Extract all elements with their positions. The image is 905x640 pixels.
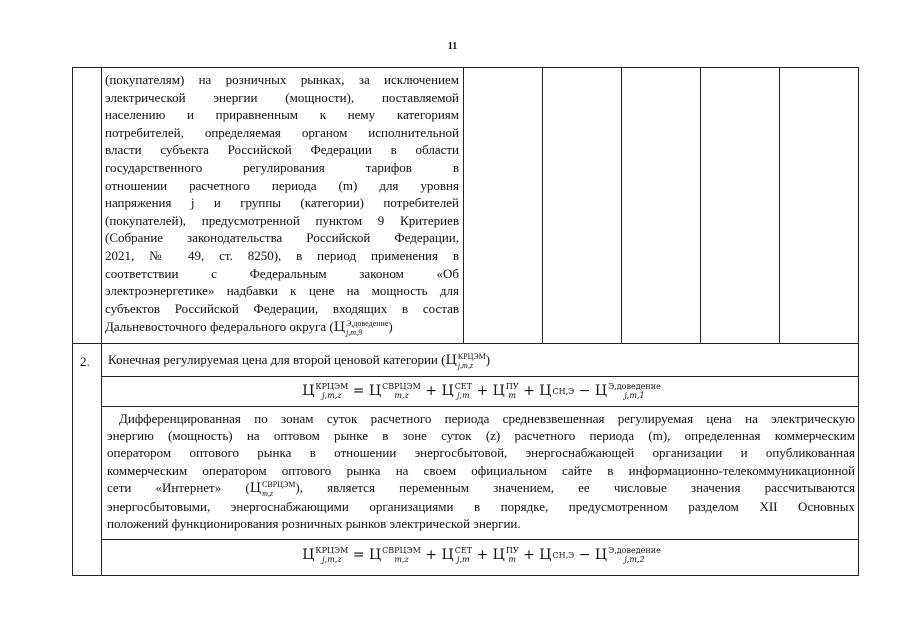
column-divider-5 [779, 67, 780, 343]
term-scripts [506, 546, 519, 564]
formula-1 [105, 382, 858, 400]
term-base: Ц [594, 547, 608, 563]
definition-paragraph [107, 410, 855, 532]
symbol-sub: m,z [262, 488, 273, 498]
formula-op: = [352, 383, 365, 399]
text-line: положений функционирования розничных рынков электрической энергии. [107, 516, 521, 532]
text-line: оператором оптового рынка в отношении энергосбытовой, энергоснабжающей организации и опубликованная [107, 445, 855, 461]
formula-op: + [476, 547, 489, 563]
term-base: Ц [368, 547, 382, 563]
column-divider-1 [463, 67, 464, 343]
term-sub: m [508, 555, 517, 564]
term-scripts [506, 382, 519, 400]
term-base: Ц [368, 383, 382, 399]
formula-op: + [425, 547, 438, 563]
text-line: населению и приравненным к нему категориям [105, 107, 459, 123]
text-line: (Собрание законодательства Российской Федерации, [105, 230, 459, 246]
text-line: электрической энергии (мощности), поставляемой [105, 89, 459, 105]
text-line: соответствии с Федеральным законом «Об [105, 265, 459, 281]
column-divider-2 [542, 67, 543, 343]
term-scripts [608, 546, 661, 564]
term-sup: СЕТ [454, 546, 472, 555]
term-sub: m [508, 391, 517, 400]
formula-lhs-scripts [315, 546, 348, 564]
text-line: государственного регулирования тарифов в [105, 159, 459, 175]
text-line: коммерческим оператором оптового рынка на своем официальном сайте в информационно-телекоммуникационной [107, 462, 855, 478]
text-line: отношении расчетного периода (m) для уровня [105, 177, 459, 193]
symbol-sub: j,m,9 [346, 328, 363, 338]
term-base: Ц [441, 547, 454, 563]
term-base: Ц [441, 383, 454, 399]
symbol-sup: СВРЦЭМ [262, 479, 296, 489]
table-border-top [72, 67, 859, 68]
text-line: (покупателей), предусмотренной пунктом 9 Критериев [105, 212, 459, 228]
term-sup: Э,доведение [608, 546, 661, 555]
term-sub: j,m [457, 555, 470, 564]
term-sub: j,m,1 [624, 391, 645, 400]
text-line: 2021, № 49, ст. 8250), в период применения в [105, 247, 459, 263]
formula-2 [105, 546, 858, 564]
term-sup: СВРЦЭМ [382, 382, 421, 391]
lhs-sub: j,m,z [322, 555, 342, 564]
symbol-scripts [458, 352, 486, 370]
term-sup: СЕТ [454, 382, 472, 391]
text-line: субъектов Российской Федерации, входящих в состав [105, 300, 459, 316]
table-border-bottom [72, 575, 859, 576]
text-line: напряжения j и группы (категории) потребителей [105, 195, 459, 211]
symbol-sup: КРЦЭМ [457, 352, 486, 362]
row-separator-4 [101, 539, 859, 540]
text-line: Дифференцированная по зонам суток расчетного периода средневзвешенная регулируемая цена на электрическую [119, 411, 855, 426]
term-scripts [608, 382, 661, 400]
text-line: энергосбытовыми, энергоснабжающими организациями в порядке, предусмотренном разделом XII Основных [107, 498, 855, 514]
row2-number: 2. [80, 354, 90, 369]
text-line-last [105, 318, 459, 337]
row-separator-2 [101, 376, 859, 377]
term-base: Ц [594, 383, 608, 399]
symbol-sub: j,m,z [457, 361, 473, 371]
row-separator-1 [72, 343, 859, 344]
row2-title [108, 352, 490, 370]
formula-op: + [476, 383, 489, 399]
row1-description [105, 71, 459, 337]
term-sub: m,z [394, 391, 409, 400]
term-sup: ПУ [505, 546, 519, 555]
formula-lhs-scripts [315, 382, 348, 400]
formula-op: = [352, 547, 365, 563]
term-scripts [552, 387, 574, 396]
formula-lhs-base: Ц [302, 383, 315, 399]
text-fragment: сети «Интернет» ( [107, 479, 250, 495]
text-line: энергию (мощность) на оптовом рынке в зоне суток (z) расчетного периода (m), определенная коммерческим [107, 428, 855, 444]
term-scripts [455, 546, 472, 564]
lhs-sub: j,m,z [322, 391, 342, 400]
row-separator-3 [101, 406, 859, 407]
symbol-scripts [346, 319, 388, 337]
title-text: Конечная регулируемая цена для второй ценовой категории ( [108, 352, 446, 367]
term-sub: j,m,2 [624, 555, 645, 564]
symbol-close: ) [388, 319, 393, 335]
page-number: 11 [447, 41, 458, 52]
formula-op: + [425, 383, 438, 399]
lhs-sup: КРЦЭМ [315, 382, 349, 391]
text-line: электроэнергетике» надбавки к цене на мощность для [105, 283, 459, 299]
table-border-right [858, 67, 859, 576]
term-base: Ц [492, 383, 505, 399]
term-scripts [552, 551, 574, 560]
symbol-base: Ц [249, 480, 262, 496]
formula-lhs-base: Ц [302, 547, 315, 563]
text-fragment: Дальневосточного федерального округа ( [105, 319, 334, 335]
term-sup: СН,Э [552, 386, 575, 396]
text-line: потребителей, определяемая органом исполнительной [105, 124, 459, 140]
text-fragment: ), является переменным значением, ее числовые значения рассчитываются [295, 479, 856, 495]
symbol-scripts [262, 480, 295, 498]
text-line: власти субъекта Российской Федерации в области [105, 142, 459, 158]
term-sup: СВРЦЭМ [382, 546, 421, 555]
term-scripts [382, 382, 421, 400]
formula-op: − [578, 547, 591, 563]
term-base: Ц [539, 547, 552, 563]
number-column-divider [101, 67, 102, 576]
term-base: Ц [539, 383, 552, 399]
lhs-sup: КРЦЭМ [315, 546, 349, 555]
column-divider-3 [621, 67, 622, 343]
symbol-base: Ц [445, 353, 457, 368]
text-line-with-symbol [107, 479, 855, 498]
formula-op: − [578, 383, 591, 399]
formula-op: + [523, 383, 535, 399]
text-line: (покупателям) на розничных рынках, за исключением [105, 72, 459, 87]
term-sup: ПУ [505, 382, 519, 391]
term-base: Ц [492, 547, 505, 563]
column-divider-4 [700, 67, 701, 343]
term-scripts [455, 382, 472, 400]
table-border-left [72, 67, 73, 576]
term-sup: СН,Э [552, 550, 575, 560]
formula-op: + [523, 547, 535, 563]
symbol-close: ) [485, 352, 491, 367]
term-sup: Э,доведение [608, 382, 661, 391]
symbol-sup: Э,доведение [346, 319, 389, 329]
term-sub: j,m [457, 391, 470, 400]
term-scripts [382, 546, 421, 564]
symbol-base: Ц [333, 320, 346, 336]
term-sub: m,z [394, 555, 409, 564]
